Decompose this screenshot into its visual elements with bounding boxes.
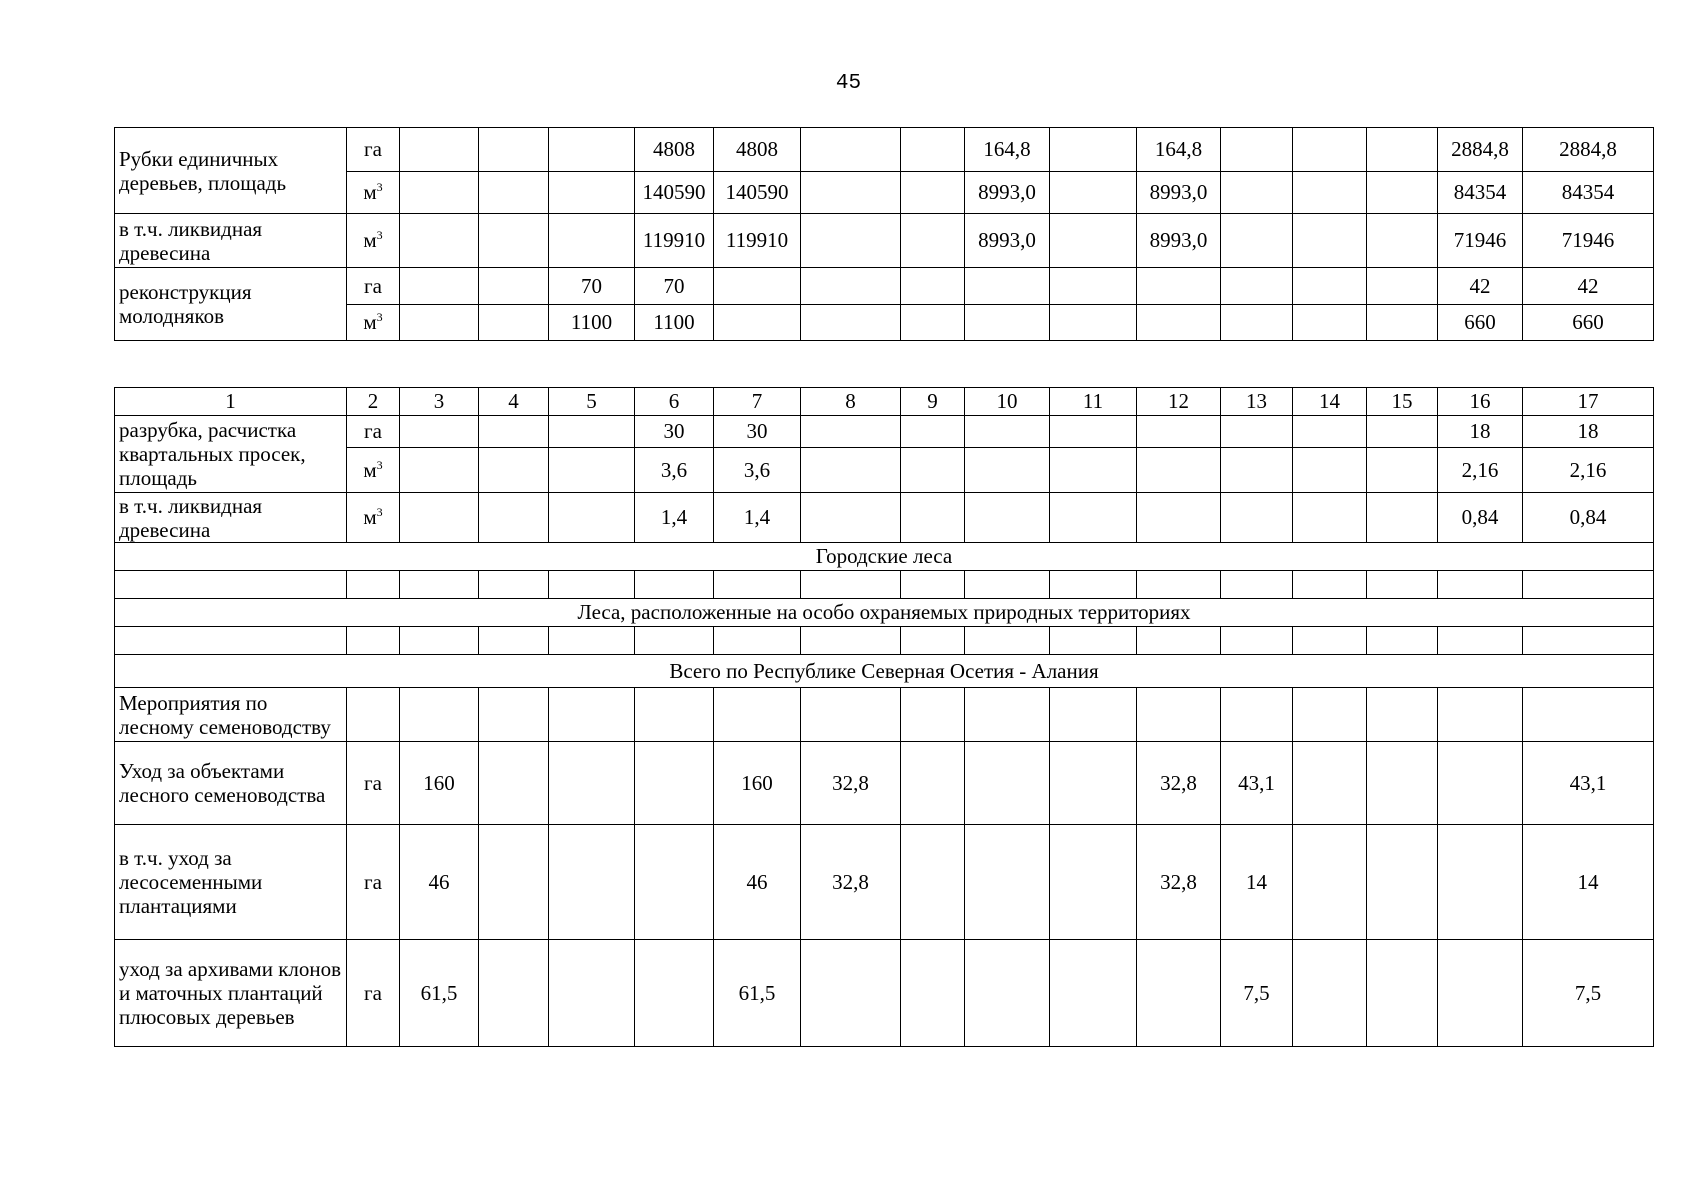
table-cell [1137, 448, 1221, 493]
section-row [115, 599, 1654, 627]
table-cell [801, 448, 901, 493]
table-cell [635, 571, 714, 599]
forestry-table-top [114, 127, 1654, 341]
table-cell [1367, 214, 1438, 268]
table-cell: 1,4 [714, 493, 801, 543]
table-cell [1293, 688, 1367, 742]
table-cell [400, 214, 479, 268]
table-cell [1293, 448, 1367, 493]
table-cell [1137, 268, 1221, 305]
table-cell: 1,4 [635, 493, 714, 543]
table-cell [1050, 825, 1137, 940]
section-title: Леса, расположенные на особо охраняемых природных территориях [115, 599, 1654, 627]
table-cell [635, 940, 714, 1047]
table-cell: 1100 [635, 305, 714, 341]
table-body [115, 128, 1654, 341]
table-cell [1367, 448, 1438, 493]
table-cell [1050, 305, 1137, 341]
table-cell [1050, 172, 1137, 214]
table-row [115, 742, 1654, 825]
table-cell [1221, 416, 1293, 448]
table-cell [1050, 214, 1137, 268]
table-cell: 70 [549, 268, 635, 305]
table-cell: 43,1 [1523, 742, 1654, 825]
table-cell: 160 [714, 742, 801, 825]
table-cell [965, 627, 1050, 655]
table-cell: 32,8 [801, 825, 901, 940]
table-cell [714, 571, 801, 599]
column-number-header: 13 [1221, 388, 1293, 416]
table-cell [1221, 268, 1293, 305]
table-cell: 2884,8 [1523, 128, 1654, 172]
table-cell [965, 448, 1050, 493]
table-cell [1137, 493, 1221, 543]
table-cell [714, 305, 801, 341]
table-cell: 70 [635, 268, 714, 305]
table-cell [1050, 688, 1137, 742]
table-cell: 160 [400, 742, 479, 825]
table-cell [479, 742, 549, 825]
table-cell: 0,84 [1523, 493, 1654, 543]
table-cell [1367, 688, 1438, 742]
table-cell: 140590 [714, 172, 801, 214]
unit-cell: $м^3$ [347, 305, 400, 341]
table-cell [400, 571, 479, 599]
table-cell [400, 688, 479, 742]
unit-cell: $м^3$ [347, 448, 400, 493]
table-cell [549, 688, 635, 742]
table-cell [635, 825, 714, 940]
unit-cell: га [347, 268, 400, 305]
table-cell [901, 448, 965, 493]
table-cell [1367, 627, 1438, 655]
table-cell [801, 940, 901, 1047]
unit-cell: га [347, 742, 400, 825]
row-label: уход за архивами клонов и маточных плантаций плюсовых деревьев [115, 940, 347, 1047]
table-cell [400, 305, 479, 341]
table-cell [1438, 571, 1523, 599]
table-cell [1293, 268, 1367, 305]
table-row [115, 688, 1654, 742]
unit-cell: $м^3$ [347, 214, 400, 268]
table-cell: 8993,0 [1137, 214, 1221, 268]
table-cell [1221, 128, 1293, 172]
table-cell [1438, 688, 1523, 742]
header-row [115, 388, 1654, 416]
table-cell [1293, 742, 1367, 825]
table-cell [1438, 742, 1523, 825]
unit-cell: $м^3$ [347, 493, 400, 543]
table-cell [479, 825, 549, 940]
column-number-header: 15 [1367, 388, 1438, 416]
table-cell [1438, 825, 1523, 940]
table-cell [1137, 571, 1221, 599]
table-cell [714, 688, 801, 742]
table-cell [479, 416, 549, 448]
table-cell [1050, 416, 1137, 448]
table-cell [1050, 448, 1137, 493]
table-cell [400, 627, 479, 655]
table-cell [1221, 493, 1293, 543]
column-number-header: 17 [1523, 388, 1654, 416]
table-cell [1293, 825, 1367, 940]
table-cell: 61,5 [400, 940, 479, 1047]
table-cell [901, 493, 965, 543]
table-cell [549, 128, 635, 172]
table-cell [1293, 128, 1367, 172]
table-cell [479, 172, 549, 214]
table-cell: 3,6 [635, 448, 714, 493]
table-cell [901, 825, 965, 940]
column-number-header: 12 [1137, 388, 1221, 416]
unit-cell: га [347, 940, 400, 1047]
table-cell [549, 940, 635, 1047]
table-cell: 42 [1438, 268, 1523, 305]
table-row [115, 416, 1654, 448]
column-number-header: 10 [965, 388, 1050, 416]
section-row [115, 543, 1654, 571]
column-number-header: 16 [1438, 388, 1523, 416]
table-cell [965, 268, 1050, 305]
table-cell [549, 416, 635, 448]
table-cell [479, 940, 549, 1047]
table-cell [549, 825, 635, 940]
table-cell: 0,84 [1438, 493, 1523, 543]
table-cell [1137, 305, 1221, 341]
column-number-header: 3 [400, 388, 479, 416]
table-cell: 8993,0 [965, 214, 1050, 268]
column-number-header: 9 [901, 388, 965, 416]
table-cell: 84354 [1523, 172, 1654, 214]
table-cell [549, 448, 635, 493]
unit-cell: $м^3$ [347, 172, 400, 214]
table-body [115, 388, 1654, 1047]
table-cell: 43,1 [1221, 742, 1293, 825]
forestry-table-bottom [114, 387, 1654, 1047]
table-cell [1438, 627, 1523, 655]
section-title: Всего по Республике Северная Осетия - Алания [115, 655, 1654, 688]
table-cell: 14 [1221, 825, 1293, 940]
table-cell [801, 416, 901, 448]
table-cell: 7,5 [1221, 940, 1293, 1047]
row-label: Мероприятия по лесному семеноводству [115, 688, 347, 742]
table-cell [801, 128, 901, 172]
table-cell [901, 305, 965, 341]
table-cell: 119910 [714, 214, 801, 268]
table-cell [965, 493, 1050, 543]
table-cell [1221, 305, 1293, 341]
table-cell [1523, 571, 1654, 599]
row-label: реконструкция молодняков [115, 268, 347, 341]
unit-cell: га [347, 825, 400, 940]
table-cell: 14 [1523, 825, 1654, 940]
table-cell: 2,16 [1438, 448, 1523, 493]
table-cell: 2884,8 [1438, 128, 1523, 172]
column-number-header: 2 [347, 388, 400, 416]
table-cell: 7,5 [1523, 940, 1654, 1047]
table-row [115, 128, 1654, 172]
table-cell [479, 214, 549, 268]
table-cell [549, 493, 635, 543]
table-cell [1367, 172, 1438, 214]
row-label: в т.ч. ликвидная древесина [115, 214, 347, 268]
table-cell [1050, 940, 1137, 1047]
section-row [115, 655, 1654, 688]
table-cell [1293, 214, 1367, 268]
row-label: в т.ч. уход за лесосеменными плантациями [115, 825, 347, 940]
table-cell [347, 571, 400, 599]
table-cell [479, 571, 549, 599]
table-cell [479, 627, 549, 655]
table-cell [1367, 742, 1438, 825]
table-cell [1221, 688, 1293, 742]
table-cell [801, 688, 901, 742]
page-number: 45 [835, 72, 862, 95]
table-cell [1367, 128, 1438, 172]
table-cell [1293, 571, 1367, 599]
table-cell [965, 940, 1050, 1047]
table-cell: 30 [635, 416, 714, 448]
table-cell [901, 940, 965, 1047]
table-cell [1050, 742, 1137, 825]
table-cell [1137, 416, 1221, 448]
table-cell [1293, 416, 1367, 448]
table-cell [1137, 688, 1221, 742]
table-cell [479, 493, 549, 543]
table-cell [965, 742, 1050, 825]
table-cell [801, 493, 901, 543]
table-cell [965, 825, 1050, 940]
column-number-header: 7 [714, 388, 801, 416]
table-cell [400, 416, 479, 448]
table-cell: 8993,0 [965, 172, 1050, 214]
table-cell: 18 [1438, 416, 1523, 448]
table-cell [1221, 448, 1293, 493]
table-cell [115, 627, 347, 655]
table-cell: 660 [1438, 305, 1523, 341]
table-cell [1050, 493, 1137, 543]
table-cell [901, 742, 965, 825]
table-cell [1137, 627, 1221, 655]
column-number-header: 1 [115, 388, 347, 416]
table-cell [965, 416, 1050, 448]
table-row [115, 268, 1654, 305]
table-cell [901, 128, 965, 172]
table-cell [635, 627, 714, 655]
row-label: Уход за объектами лесного семеноводства [115, 742, 347, 825]
table-cell [347, 627, 400, 655]
table-cell: 71946 [1523, 214, 1654, 268]
unit-cell: га [347, 416, 400, 448]
table-cell: 3,6 [714, 448, 801, 493]
table-cell [1137, 940, 1221, 1047]
table-cell [1050, 627, 1137, 655]
table-cell [635, 742, 714, 825]
table-cell [801, 305, 901, 341]
table-cell: 164,8 [965, 128, 1050, 172]
table-cell [801, 571, 901, 599]
table-cell [400, 128, 479, 172]
table-cell [1293, 305, 1367, 341]
table-cell [400, 268, 479, 305]
table-cell [901, 416, 965, 448]
column-number-header: 11 [1050, 388, 1137, 416]
table-cell [965, 571, 1050, 599]
row-label: Рубки единичных деревьев, площадь [115, 128, 347, 214]
table-cell [901, 214, 965, 268]
table-row [115, 214, 1654, 268]
table-cell [1221, 627, 1293, 655]
table-cell: 32,8 [801, 742, 901, 825]
table-cell [1367, 416, 1438, 448]
table-cell: 46 [400, 825, 479, 940]
column-number-header: 8 [801, 388, 901, 416]
table-cell [801, 172, 901, 214]
table-cell [901, 172, 965, 214]
table-cell [1367, 493, 1438, 543]
column-number-header: 4 [479, 388, 549, 416]
section-title: Городские леса [115, 543, 1654, 571]
table-cell [1367, 305, 1438, 341]
table-cell [1293, 627, 1367, 655]
unit-cell [347, 688, 400, 742]
table-cell [549, 571, 635, 599]
table-cell [714, 268, 801, 305]
column-number-header: 6 [635, 388, 714, 416]
empty-row [115, 627, 1654, 655]
table-cell [1050, 128, 1137, 172]
table-cell [801, 268, 901, 305]
table-cell [901, 268, 965, 305]
table-cell: 1100 [549, 305, 635, 341]
column-number-header: 14 [1293, 388, 1367, 416]
empty-row [115, 571, 1654, 599]
table-cell: 4808 [635, 128, 714, 172]
table-cell [1523, 627, 1654, 655]
row-label: разрубка, расчистка квартальных просек, площадь [115, 416, 347, 493]
table-cell: 71946 [1438, 214, 1523, 268]
table-cell [400, 448, 479, 493]
table-cell: 32,8 [1137, 742, 1221, 825]
table-row [115, 825, 1654, 940]
table-cell [1438, 940, 1523, 1047]
table-cell [549, 742, 635, 825]
table-cell: 46 [714, 825, 801, 940]
table-cell: 18 [1523, 416, 1654, 448]
table-cell [801, 627, 901, 655]
table-cell: 32,8 [1137, 825, 1221, 940]
table-cell: 164,8 [1137, 128, 1221, 172]
table-cell [965, 688, 1050, 742]
table-cell: 42 [1523, 268, 1654, 305]
table-cell [801, 214, 901, 268]
table-cell [479, 448, 549, 493]
table-cell [1367, 825, 1438, 940]
table-cell [479, 128, 549, 172]
table-cell [549, 172, 635, 214]
table-cell [1221, 214, 1293, 268]
column-number-header: 5 [549, 388, 635, 416]
table-cell: 660 [1523, 305, 1654, 341]
table-cell: 61,5 [714, 940, 801, 1047]
row-label: в т.ч. ликвидная древесина [115, 493, 347, 543]
table-cell [1050, 571, 1137, 599]
table-cell [1523, 688, 1654, 742]
table-cell [400, 493, 479, 543]
table-cell: 2,16 [1523, 448, 1654, 493]
table-cell [1050, 268, 1137, 305]
table-cell [1221, 172, 1293, 214]
table-cell: 30 [714, 416, 801, 448]
table-cell [901, 688, 965, 742]
table-cell [635, 688, 714, 742]
table-cell [400, 172, 479, 214]
table-cell [1293, 172, 1367, 214]
table-cell [714, 627, 801, 655]
table-cell: 140590 [635, 172, 714, 214]
table-row [115, 940, 1654, 1047]
table-cell [1293, 940, 1367, 1047]
table-cell [549, 214, 635, 268]
table-cell: 84354 [1438, 172, 1523, 214]
table-cell [965, 305, 1050, 341]
table-cell [479, 688, 549, 742]
table-cell [1367, 571, 1438, 599]
table-row [115, 493, 1654, 543]
table-cell: 119910 [635, 214, 714, 268]
table-cell [1293, 493, 1367, 543]
table-cell [549, 627, 635, 655]
table-cell [1367, 268, 1438, 305]
table-cell: 8993,0 [1137, 172, 1221, 214]
table-cell [1221, 571, 1293, 599]
table-cell [115, 571, 347, 599]
table-cell [901, 627, 965, 655]
table-cell [479, 268, 549, 305]
table-cell [901, 571, 965, 599]
table-cell [479, 305, 549, 341]
unit-cell: га [347, 128, 400, 172]
table-cell [1367, 940, 1438, 1047]
table-cell: 4808 [714, 128, 801, 172]
